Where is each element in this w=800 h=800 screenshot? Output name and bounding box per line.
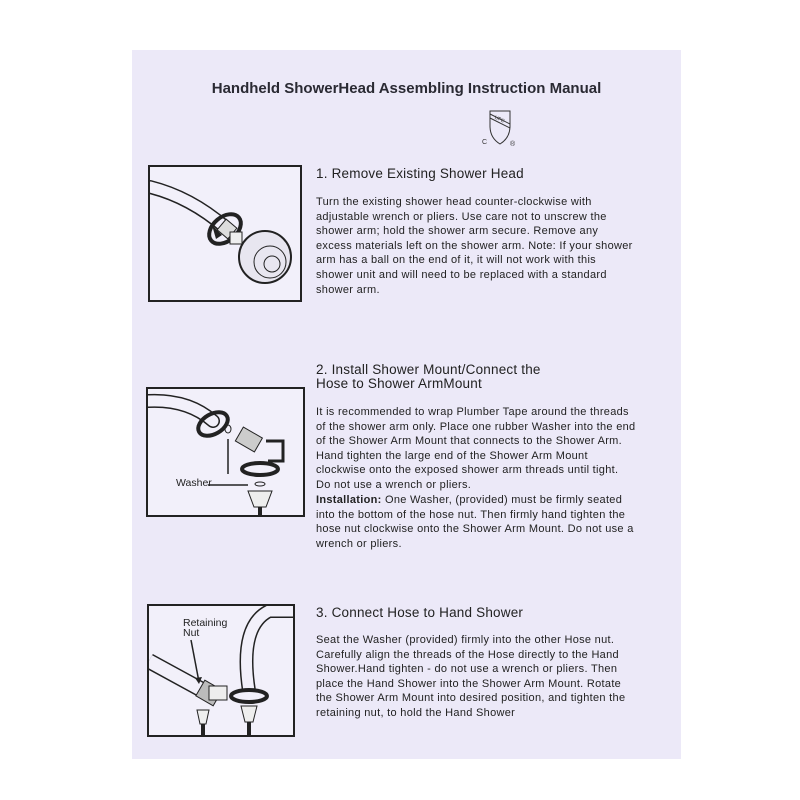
step2-heading-line1: 2. Install Shower Mount/Connect the — [316, 362, 541, 377]
washer-label: Washer — [176, 477, 212, 489]
step1-heading: 1. Remove Existing Shower Head — [316, 166, 524, 181]
manual-title: Handheld ShowerHead Assembling Instruction Manual — [211, 80, 602, 97]
step3-body: Seat the Washer (provided) firmly into the other Hose nut. Carefully align the threads of the Hose directly to the Hand Shower.Hand tighten - do not use a wrench or pliers. Then place the Hand Shower into the Shower Arm Mount. Rotate the Shower Arm Mount into desired position, and tighten the retaining nut, to hold the Hand Shower — [316, 634, 626, 719]
step2-figure-install-mount — [146, 387, 305, 517]
step2-heading-line2: Hose to Shower ArmMount — [316, 376, 482, 391]
step3-heading: 3. Connect Hose to Hand Shower — [316, 605, 524, 620]
installation-body: One Washer, (provided) must be firmly seated into the bottom of the hose nut. Then firmly hand tighten the hose nut clockwise onto the Shower Arm Mount. Do not use a wrench or pliers. — [316, 494, 634, 550]
step3-figure-connect-hose — [147, 604, 295, 737]
retaining-nut-label-line2: Nut — [183, 627, 200, 639]
upc-certification-logo — [478, 108, 518, 148]
svg-text:®: ® — [510, 141, 516, 148]
step2-body: It is recommended to wrap Plumber Tape around the threads of the shower arm only. Place one rubber Washer into the end of the Shower Arm Mount that connects to the Shower Arm. Hand tighten the large end of the Shower Arm Mount clockwise onto the exposed shower arm threads until tight. Do not use a wrench or pliers. — [316, 406, 636, 491]
step1-figure-remove-shower-head — [148, 165, 302, 302]
svg-text:C: C — [482, 139, 488, 146]
shower-mount-illustration — [148, 389, 303, 515]
step2-installation — [316, 493, 636, 551]
instruction-sheet — [132, 50, 681, 759]
shower-head-removal-illustration — [150, 167, 300, 300]
installation-label: Installation: — [316, 494, 382, 506]
svg-text:UPC: UPC — [493, 114, 506, 125]
step1-body: Turn the existing shower head counter-clockwise with adjustable wrench or pliers. Use care not to unscrew the shower arm; hold the shower arm secure. Remove any excess materials left on the shower arm. Note: If your shower arm has a ball on the end of it, it will not work with this shower unit and will need to be replaced with a standard shower arm. — [316, 196, 633, 296]
retaining-nut-label-line1: Retaining — [183, 617, 228, 629]
